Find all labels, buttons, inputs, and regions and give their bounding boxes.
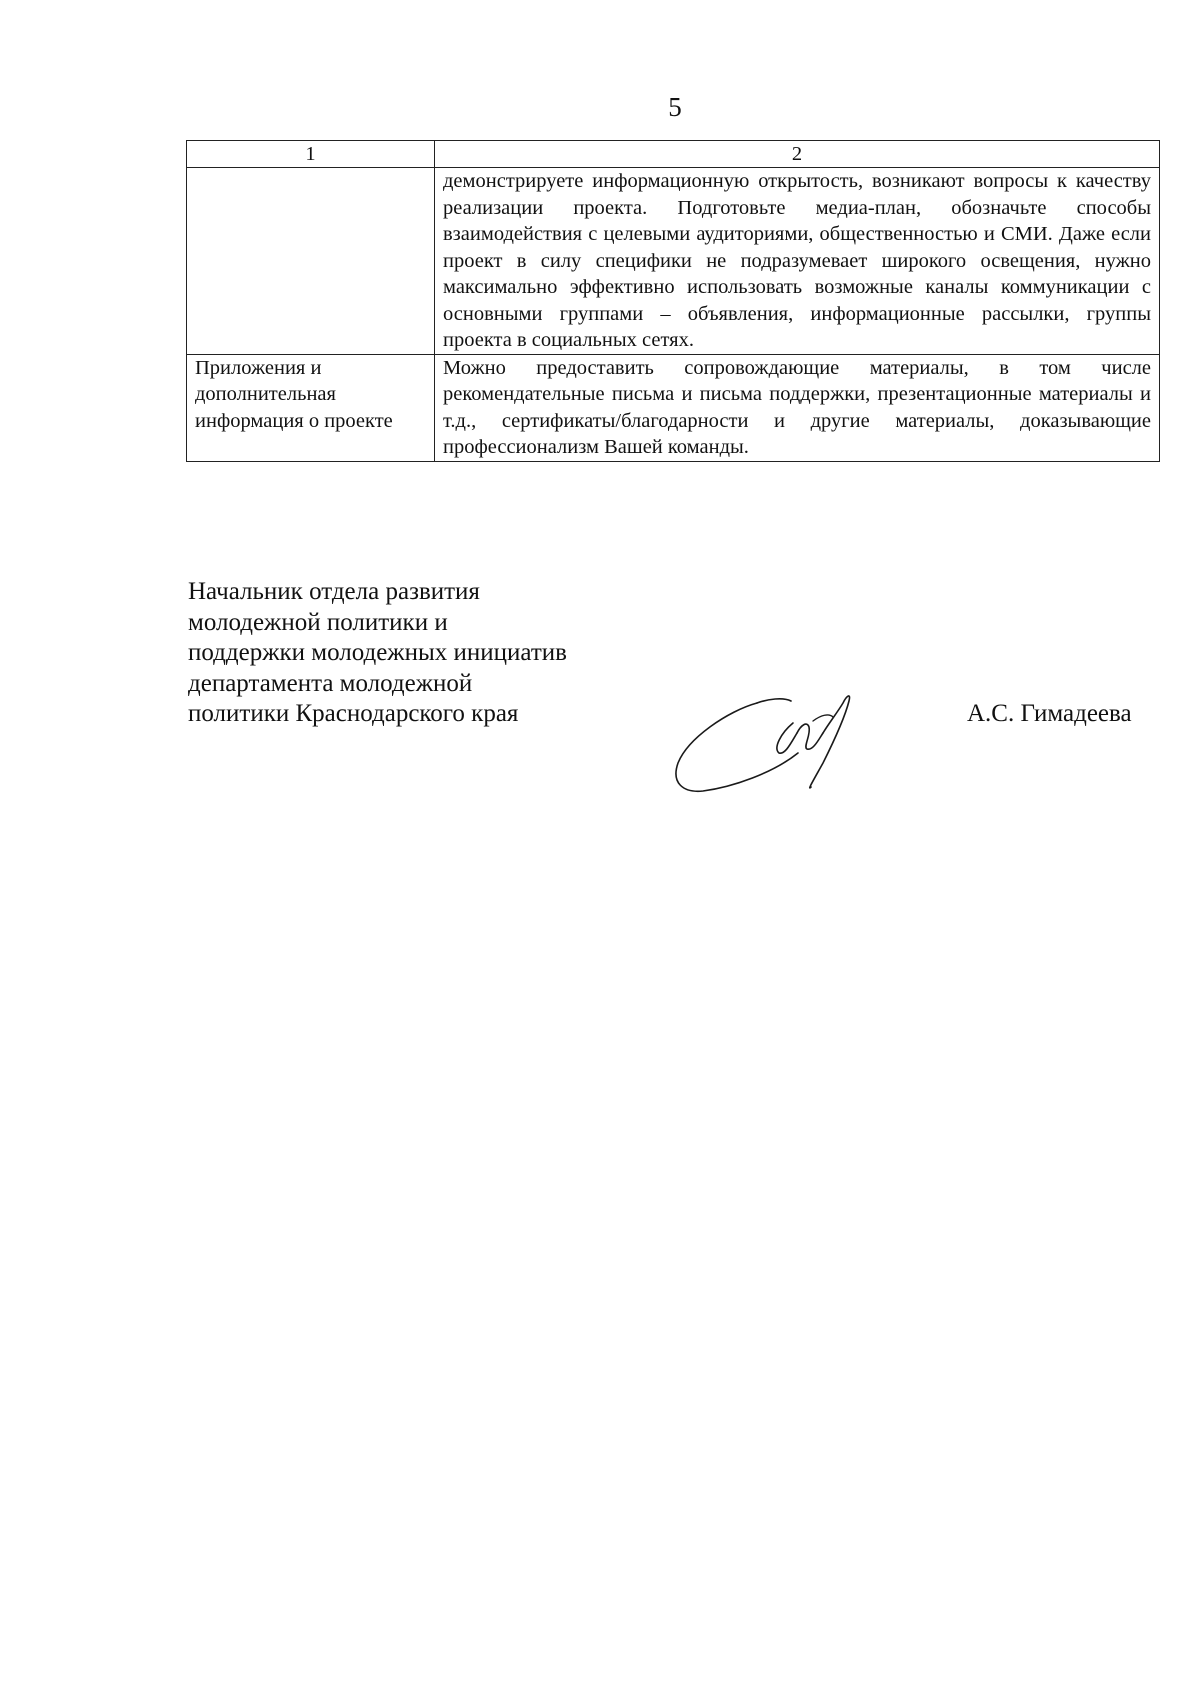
table-row: [187, 354, 1160, 461]
page-number: 5: [668, 92, 682, 122]
handwritten-signature: [673, 683, 893, 798]
table-header-cell-1: 1: [187, 141, 435, 168]
table-cell-section: Приложения и дополнительная информация о проекте: [187, 354, 435, 461]
table-header-cell-2: 2: [435, 141, 1160, 168]
table-cell-section: [187, 168, 435, 355]
signer-position-line: политики Краснодарского края: [188, 700, 519, 727]
table-cell-description: демонстрируете информационную открытость, возникают вопросы к качеству реализации проекта. Подготовьте медиа-план, обозначьте способы взаимодействия с целевыми аудиториями, общественностью и СМИ. Даже если проект в силу специфики не подразумевает широкого освещения, нужно максимально эффективно использовать возможные каналы коммуникации с основными группами – объявления, информационные рассылки, группы проекта в социальных сетях.: [435, 168, 1160, 355]
table-cell-description: Можно предоставить сопровождающие материалы, в том числе рекомендательные письма и письма поддержки, презентационные материалы и т.д., сертификаты/благодарности и другие материалы, доказывающие профессионализм Вашей команды.: [435, 354, 1160, 461]
table-row: [187, 168, 1160, 355]
signer-position-line: молодежной политики и: [188, 608, 448, 636]
signer-position: [188, 577, 567, 730]
table-header-row: [187, 141, 1160, 168]
signer-position-line: Начальник отдела развития: [188, 578, 480, 605]
signer-name: А.С. Гимадеева: [967, 700, 1132, 727]
requirements-table: [186, 140, 1160, 462]
signer-position-line: департамента молодежной: [188, 669, 473, 697]
signer-position-line: поддержки молодежных инициатив: [188, 639, 567, 666]
